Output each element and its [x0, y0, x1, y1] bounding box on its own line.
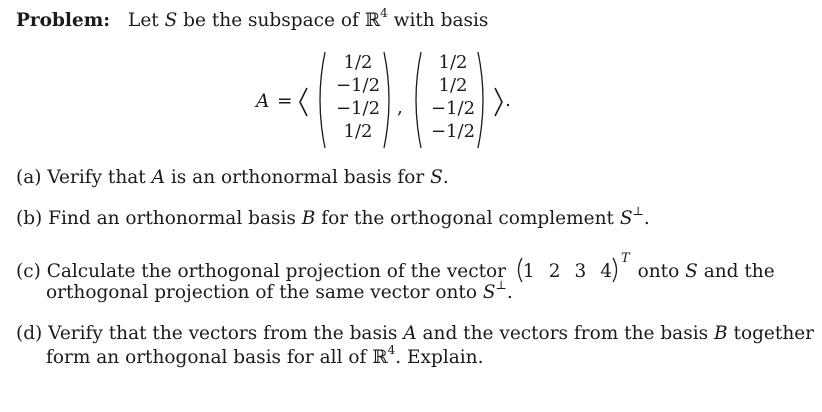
- vector-entry: −1/2: [335, 75, 381, 96]
- part-b: [16, 203, 650, 231]
- part-d-line-2: [46, 342, 484, 370]
- part-c-line-2: [46, 277, 513, 305]
- basis-A-symbol: A: [403, 323, 417, 344]
- transpose-symbol: T: [621, 250, 630, 266]
- var-S: S: [619, 208, 633, 229]
- part-text: . Explain.: [395, 347, 484, 368]
- comma: ,: [397, 97, 403, 118]
- part-text: is an orthonormal basis for: [170, 167, 425, 188]
- basis-A-symbol: A: [151, 167, 165, 188]
- vector-entry: 1/2: [438, 75, 468, 96]
- vector-entry: −1/2: [430, 121, 476, 142]
- var-S: S: [685, 261, 698, 282]
- left-paren: [514, 257, 523, 283]
- statement-text: Let: [128, 10, 159, 31]
- var-S: S: [482, 282, 496, 303]
- part-c-line-1: [16, 250, 775, 284]
- period: .: [505, 90, 511, 111]
- perp-symbol: ⊥: [632, 203, 644, 218]
- perp-symbol: ⊥: [495, 277, 507, 292]
- statement-text: with basis: [393, 10, 489, 31]
- vector-entry: −1/2: [335, 98, 381, 119]
- part-label: (a): [16, 167, 42, 188]
- var-S: S: [430, 167, 443, 188]
- basis-B-symbol: B: [301, 208, 316, 229]
- equals-sign: =: [277, 91, 293, 112]
- part-text: Verify that: [47, 167, 146, 188]
- part-text: for the orthogonal complement: [321, 208, 614, 229]
- part-text: onto: [637, 261, 680, 282]
- part-label: (d): [16, 323, 43, 344]
- vector-entry: 1: [522, 261, 535, 282]
- part-text: Find an orthonormal basis: [48, 208, 296, 229]
- part-text: together: [733, 323, 815, 344]
- problem-label: Problem:: [16, 10, 111, 31]
- part-a: [16, 166, 449, 190]
- row-vector: [514, 250, 630, 284]
- vector-entry: 3: [574, 261, 587, 282]
- part-d-line-1: [16, 322, 814, 346]
- punct: .: [442, 167, 449, 188]
- right-paren: [612, 257, 621, 283]
- left-angle-bracket: [296, 84, 310, 120]
- right-paren: [382, 50, 396, 150]
- vector-entry: 1/2: [343, 52, 373, 73]
- vector-entry: 2: [548, 261, 561, 282]
- part-label: (c): [16, 261, 41, 282]
- space-R4: ℝ$^4$: [372, 342, 396, 368]
- statement-text: be the subspace of: [183, 10, 359, 31]
- basis-B-symbol: B: [714, 323, 728, 344]
- var-S: S: [164, 10, 178, 31]
- vector-entry: 1/2: [343, 121, 373, 142]
- part-text: orthogonal projection of the same vector onto: [46, 282, 477, 303]
- vector-entry: 1/2: [438, 52, 468, 73]
- vector-entry: 4: [600, 261, 613, 282]
- part-text: Calculate the orthogonal projection of the vector: [46, 261, 507, 282]
- basis-A-symbol: A: [256, 91, 270, 112]
- part-text: and the: [703, 261, 775, 282]
- problem-statement: [16, 5, 489, 33]
- punct: .: [643, 208, 650, 229]
- vector-entry: −1/2: [430, 98, 476, 119]
- part-label: (b): [16, 208, 43, 229]
- right-angle-bracket: [492, 84, 506, 120]
- part-text: Verify that the vectors from the basis: [48, 323, 398, 344]
- space-R4: ℝ$^4$: [364, 5, 388, 31]
- right-paren: [476, 50, 490, 150]
- part-text: form an orthogonal basis for all of: [46, 347, 367, 368]
- punct: .: [506, 282, 513, 303]
- part-text: and the vectors from the basis: [422, 323, 709, 344]
